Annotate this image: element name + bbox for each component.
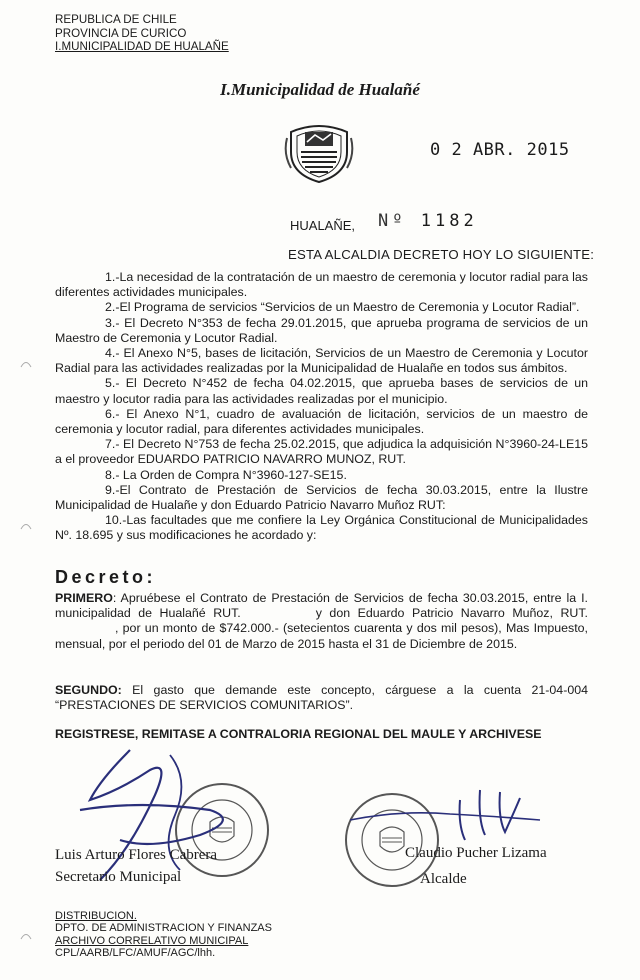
place-label: HUALAÑE, [290,218,356,233]
distribution-list [55,910,272,959]
consideration-6: 6.- El Anexo N°1, cuadro de avaluación de licitación, servicios de un maestro de ceremonia y locutor radial, para diferentes actividades municipales. [55,406,588,437]
closing-instruction: REGISTRESE, REMITASE A CONTRALORIA REGIONAL DEL MAULE Y ARCHIVESE [55,727,542,741]
margin-mark [20,358,32,368]
handwritten-signature-left [60,740,260,890]
margin-mark [20,520,32,530]
primero-text-1: : Apruébese el Contrato de Prestación de Servicios de fecha 30.03.2015, entre la I. municipalidad de Hualañé RUT. [55,591,588,621]
signatory-right-role: Alcalde [420,871,467,887]
consideration-5: 5.- El Decreto N°452 de fecha 04.02.2015, que aprueba bases de servicios de un maestro y locutor radia para las actividades realizadas por el municipio. [55,376,588,406]
decree-number-prefix: Nº [378,211,407,231]
distribution-line: DPTO. DE ADMINISTRACION Y FINANZAS [55,922,272,935]
header-country: REPUBLICA DE CHILE [55,13,177,26]
header-province: PROVINCIA DE CURICO [55,26,187,40]
article-segundo [55,683,588,713]
article-primero [55,591,588,652]
redacted-rut [55,622,115,632]
header-municipality: I.MUNICIPALIDAD DE HUALAÑE [55,40,229,53]
consideration-3: 3.- El Decreto N°353 de fecha 29.01.2015, que aprueba programa de servicios de un Maestro de Ceremonia y Locutor Radial. [55,315,588,345]
document-title: I.Municipalidad de Hualañé [220,80,420,99]
segundo-text: El gasto que demande este concepto, cárguese a la cuenta 21-04-004 “PRESTACIONES DE SERVICIOS COMUNITARIOS”. [55,683,588,713]
consideration-1: 1.-La necesidad de la contratación de un maestro de ceremonia y locutor radial para las diferentes actividades municipales. [55,270,588,300]
consideration-9: 9.-El Contrato de Prestación de Servicios de fecha 30.03.2015, entre la Ilustre Municipalidad de Hualañe y don Eduardo Patricio Navarro Muñoz RUT: [55,482,588,513]
decreto-heading: Decreto: [55,567,157,587]
consideration-4: 4.- El Anexo N°5, bases de licitación, Servicios de un Maestro de Ceremonia y Locutor Radial para las actividades realizadas por la Municipalidad de Hualañe en todos sus ámbitos. [55,346,588,376]
consideration-2: 2.-El Programa de servicios “Servicios de un Maestro de Ceremonia y Locutor Radial”. [105,300,580,315]
signatory-left-name: Luis Arturo Flores Cabrera [55,847,218,863]
signatory-right-name: Claudio Pucher Lizama [405,845,547,861]
consideration-10: 10.-Las facultades que me confiere la Ley Orgánica Constitucional de Municipalidades Nº. 18.695 y sus modificaciones he acordado y: [55,513,588,543]
decree-intro: ESTA ALCALDIA DECRETO HOY LO SIGUIENTE: [288,247,595,262]
letterhead [55,13,229,54]
margin-mark [20,930,32,940]
decree-number [378,211,478,231]
municipal-crest-icon [283,118,355,184]
distribution-line: ARCHIVO CORRELATIVO MUNICIPAL [55,934,249,947]
considerations [55,270,588,544]
signatory-left-role: Secretario Municipal [55,869,182,885]
distribution-initials: CPL/AARB/LFC/AMUF/AGC/lhh. [55,946,216,959]
date-stamp: 0 2 ABR. 2015 [430,140,570,160]
primero-text-3: , por un monto de $742.000.- (setecientos cuarenta y dos mil pesos), Mas Impuesto, mensual, por el periodo del 01 de Marzo de 2015 hasta el 31 de Diciembre de 2015. [55,621,588,651]
consideration-7: 7.- El Decreto N°753 de fecha 25.02.2015, que adjudica la adquisición N°3960-24-LE15 a el proveedor EDUARDO PATRICIO NAVARRO MUNOZ, RUT. [55,437,588,467]
primero-text-2: y don Eduardo Patricio Navarro Muñoz, RUT. [315,606,588,621]
primero-label: PRIMERO [55,591,113,605]
consideration-8: 8.- La Orden de Compra N°3960-127-SE15. [105,467,347,482]
decree-number-value: 1182 [420,211,478,231]
redacted-rut [248,607,308,617]
distribution-heading: DISTRIBUCION. [55,910,137,922]
segundo-label: SEGUNDO: [55,683,122,697]
